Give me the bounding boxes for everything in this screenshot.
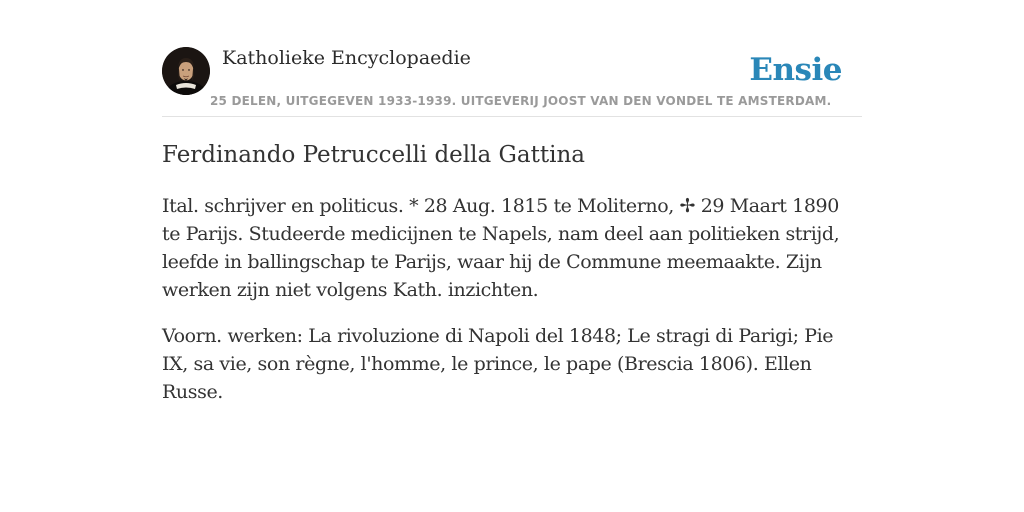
brand-logo-link[interactable]: Ensie — [749, 52, 842, 88]
publication-subtitle: 25 DELEN, UITGEGEVEN 1933-1939. UITGEVERIJ JOOST VAN DEN VONDEL TE AMSTERDAM. — [210, 94, 832, 108]
article-paragraph: Voorn. werken: La rivoluzione di Napoli del 1848; Le stragi di Parigi; Pie IX, sa vie, son règne, l'homme, le prince, le pape (Brescia 1806). Ellen Russe. — [162, 325, 834, 403]
publication-header — [162, 44, 862, 117]
article-body — [162, 192, 862, 424]
article-title: Ferdinando Petruccelli della Gattina — [162, 142, 585, 168]
publication-title[interactable]: Katholieke Encyclopaedie — [222, 47, 471, 69]
article-paragraph: Ital. schrijver en politicus. * 28 Aug. 1815 te Moliterno, ✢ 29 Maart 1890 te Parijs. Studeerde medicijnen te Napels, nam deel aan politieken strijd, leefde in ballingschap te Parijs, waar hij de Commune meemaakte. Zijn werken zijn niet volgens Kath. inzichten. — [162, 195, 840, 301]
portrait-avatar-icon[interactable] — [162, 47, 210, 95]
